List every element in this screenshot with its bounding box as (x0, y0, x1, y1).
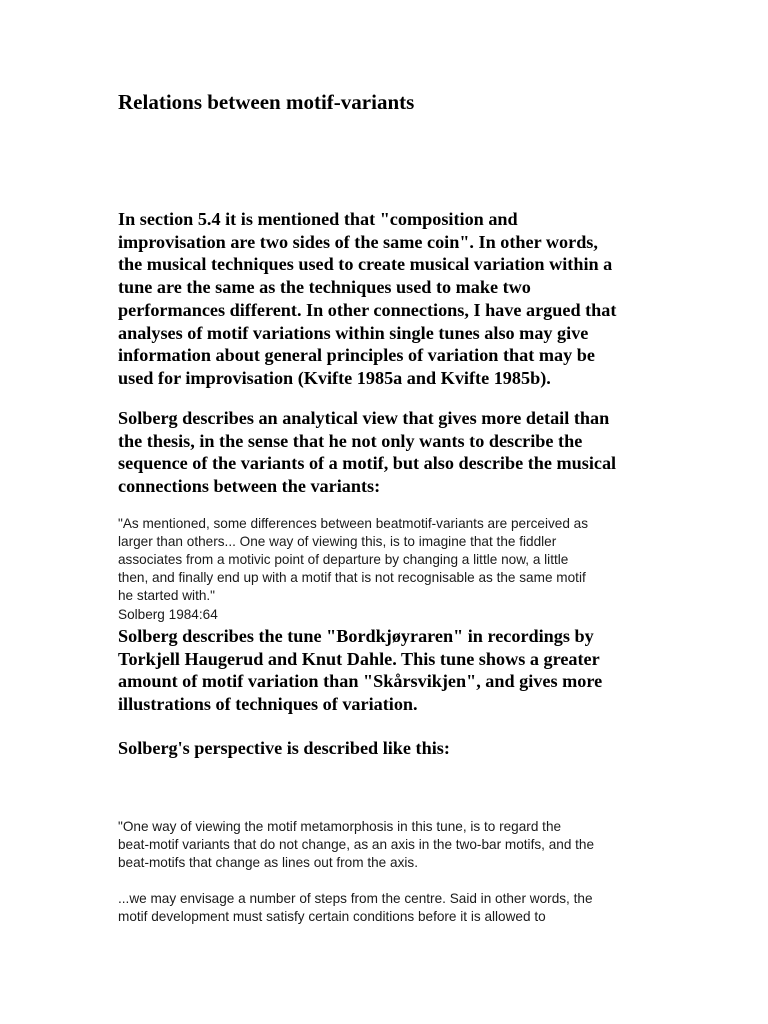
block-quote-beatmotif-variants: "As mentioned, some differences between beatmotif-variants are perceived as larger than others... One way of viewing this, is to imagine that the fiddler associates from a motivic point of departure by changing a little now, a little then, and finally end up with a motif that is not recognisable as the same motif he started with." (118, 516, 589, 604)
block-quote-steps-from-centre: ...we may envisage a number of steps from the centre. Said in other words, the motif development must satisfy certain conditions before it is allowed to (118, 891, 593, 925)
paragraph-solberg-perspective: Solberg's perspective is described like this: (118, 738, 450, 758)
quote-citation: Solberg 1984:64 (118, 607, 218, 622)
block-quote-motif-metamorphosis: "One way of viewing the motif metamorphosis in this tune, is to regard the beat-motif variants that do not change, as an axis in the two-bar motifs, and the beat-motifs that change as lines out from the axis. (118, 819, 595, 871)
paragraph-solberg-analytical-view: Solberg describes an analytical view that gives more detail than the thesis, in the sense that he not only wants to describe the sequence of the variants of a motif, but also describe the musical connections between the variants: (118, 408, 617, 497)
paragraph-bordkjoyraren: Solberg describes the tune "Bordkjøyraren" in recordings by Torkjell Haugerud and Knut Dahle. This tune shows a greater amount of motif variation than "Skårsvikjen", and gives more illustrations of techniques of variation. (118, 626, 603, 715)
section-heading: Relations between motif-variants (118, 90, 415, 114)
paragraph-composition-improvisation: In section 5.4 it is mentioned that "composition and improvisation are two sides of the same coin". In other words, the musical techniques used to create musical variation within a tune are the same as the techniques used to make two performances different. In other connections, I have argued that analyses of motif variations within single tunes also may give information about general principles of variation that may be used for improvisation (Kvifte 1985a and Kvifte 1985b). (118, 209, 617, 388)
